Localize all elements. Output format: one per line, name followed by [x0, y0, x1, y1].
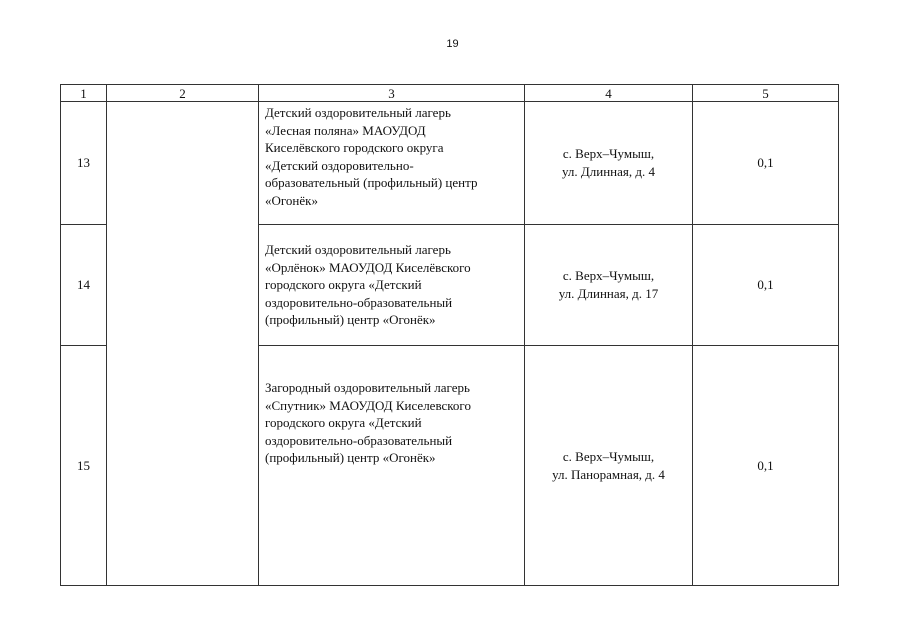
name-line: «Огонёк»: [265, 192, 318, 208]
name-line: оздоровительно-образовательный: [265, 294, 453, 310]
address-line: ул. Длинная, д. 4: [561, 164, 655, 179]
name-line: городского округа «Детский: [265, 415, 422, 431]
name-line: «Орлёнок» МАОУДОД Киселёвского: [265, 259, 471, 275]
name-line: образовательный (профильный) центр: [265, 175, 478, 191]
name-line: Загородный оздоровительный лагерь: [265, 380, 470, 395]
column-header-4: 4: [525, 85, 693, 102]
address-line: с. Верх–Чумыш,: [562, 448, 655, 464]
name-line: городского округа «Детский: [265, 277, 422, 293]
address-line: ул. Панорамная, д. 4: [552, 466, 665, 482]
name-line: оздоровительно-образовательный: [265, 432, 453, 448]
table-row: [61, 102, 839, 225]
column-header-3: 3: [259, 85, 525, 102]
address-cell: [525, 346, 693, 586]
row-number: 13: [61, 102, 107, 225]
value-cell: 0,1: [693, 346, 839, 586]
institutions-table: [60, 84, 839, 586]
name-line: (профильный) центр «Огонёк»: [265, 312, 436, 328]
name-line: Детский оздоровительный лагерь: [265, 242, 451, 258]
name-line: (профильный) центр «Огонёк»: [265, 450, 436, 466]
column-header-5: 5: [693, 85, 839, 102]
row-number: 15: [61, 346, 107, 586]
address-line: ул. Длинная, д. 17: [558, 286, 659, 301]
address-cell: [525, 225, 693, 346]
merged-empty-cell: [107, 102, 259, 586]
address-line: с. Верх–Чумыш,: [562, 268, 655, 283]
name-line: «Лесная поляна» МАОУДОД: [265, 122, 426, 138]
value-cell: 0,1: [693, 225, 839, 346]
column-header-2: 2: [107, 85, 259, 102]
address-cell: [525, 102, 693, 225]
name-line: Детский оздоровительный лагерь: [265, 105, 451, 120]
institution-name: [259, 102, 525, 225]
name-line: «Спутник» МАОУДОД Киселевского: [265, 397, 471, 413]
institution-name: [259, 346, 525, 586]
table-header-row: [61, 85, 839, 102]
institution-name: [259, 225, 525, 346]
value-cell: 0,1: [693, 102, 839, 225]
name-line: «Детский оздоровительно-: [265, 157, 414, 173]
page-number: 19: [446, 38, 459, 50]
address-line: с. Верх–Чумыш,: [562, 146, 655, 161]
row-number: 14: [61, 225, 107, 346]
name-line: Киселёвского городского округа: [265, 140, 444, 156]
column-header-1: 1: [61, 85, 107, 102]
